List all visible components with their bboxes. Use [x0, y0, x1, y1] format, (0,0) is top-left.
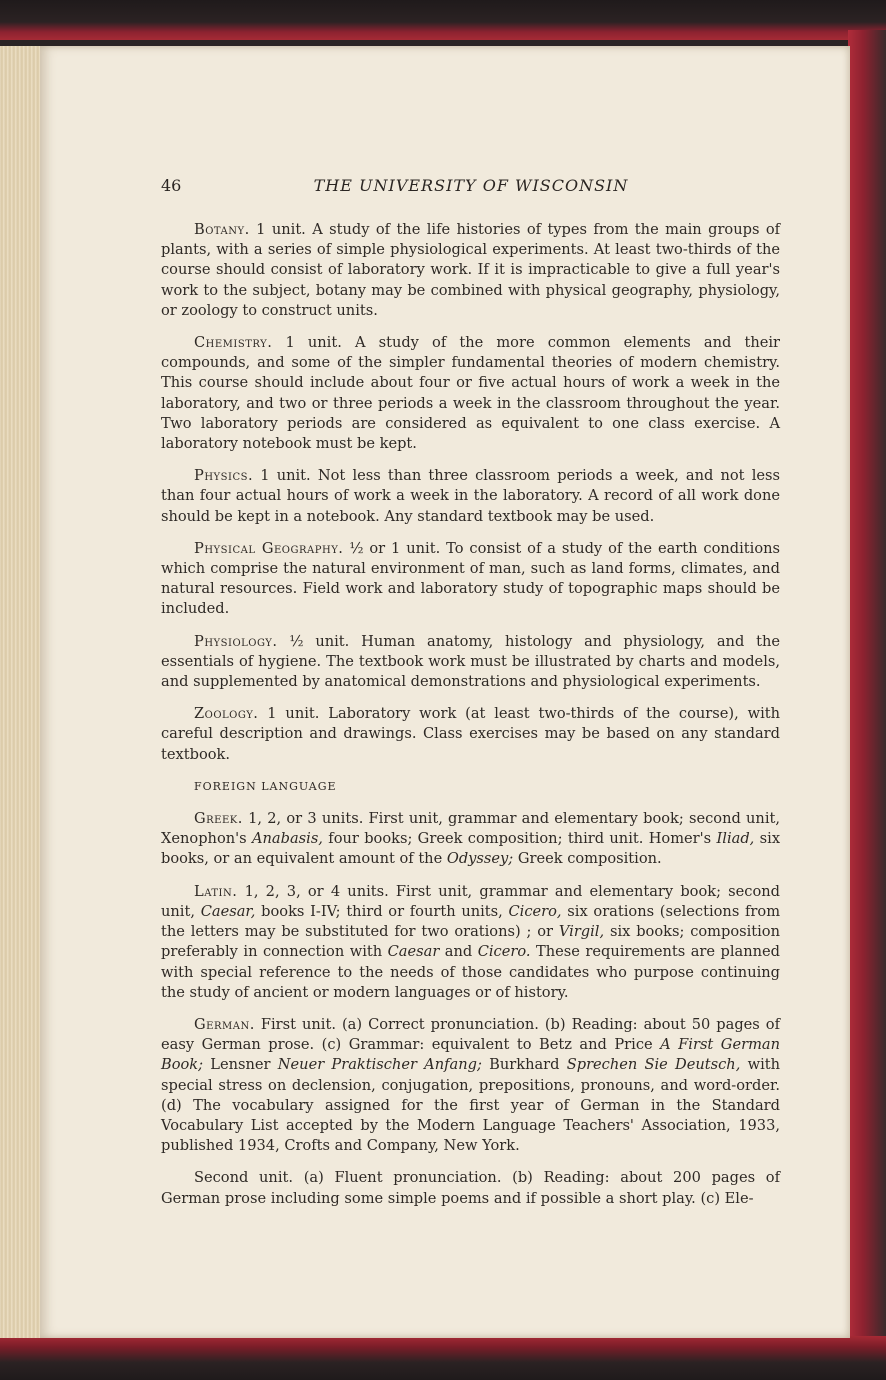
page-body — [161, 220, 780, 1221]
paragraph-chemistry — [161, 333, 780, 454]
entry-text: 1 unit. A study of the life histories of types from the main groups of plants, with a series of simple physiological experiments. At least two-thirds of the course should consist of laboratory work. If it is impracticable to give a full year's work to the subject, botany may be combined with physical geography, physiology, or zoology to construct units. — [161, 221, 781, 319]
book-title: A First German Book; — [161, 1036, 781, 1074]
paragraph-botany — [161, 220, 780, 321]
entry-title: Physiology. — [194, 632, 278, 650]
paragraph-german — [161, 1015, 780, 1156]
entry-text: These requirements are planned with special reference to the needs of those candidates who purpose continuing the study of ancient or modern languages or of history. — [161, 943, 780, 1001]
entry-text: Burkhard — [489, 1056, 560, 1074]
book-cover-bottom — [0, 1336, 886, 1380]
entry-text: six books, or an equivalent amount of the — [161, 830, 781, 868]
entry-text: Second unit. (a) Fluent pronunciation. (b) Reading: about 200 pages of German prose including some simple poems and if possible a short play. (c) Ele- — [161, 1169, 780, 1207]
page-header — [161, 176, 781, 198]
entry-text: four books; Greek composition; third unit. Homer's — [328, 830, 712, 848]
entry-text: and — [444, 943, 473, 961]
book-title: Cicero, — [508, 902, 562, 920]
entry-title: Physical Geography. — [194, 539, 344, 557]
entry-text: 1, 2, or 3 units. First unit, grammar and elementary book; second unit, Xenophon's — [161, 810, 781, 848]
page-number: 46 — [161, 176, 182, 195]
paragraph-physiology — [161, 632, 780, 693]
running-title: THE UNIVERSITY OF WISCONSIN — [313, 176, 629, 195]
entry-text: six orations (selections from the letters may be substituted for two orations) ; or — [161, 902, 781, 941]
entry-text: 1, 2, 3, or 4 units. First unit, grammar and elementary book; second unit, — [161, 882, 781, 920]
entry-text: with special stress on declension, conjugation, prepositions, pronouns, and word-order. (d) The vocabulary assigned for the first year of German in the Standard Vocabulary List accepted by the Modern Language Teachers' Association, 1933, published 1934, Crofts and Company, New York. — [161, 1056, 781, 1155]
book-cover-right — [848, 30, 886, 1350]
entry-text: 1 unit. A study of the more common elements and their compounds, and some of the simpler fundamental theories of modern chemistry. This course should include about four or five actual hours of work a week in the laboratory, and two or three periods a week in the classroom throughout the year. Two laboratory periods are considered as equivalent to one class exercise. A laboratory notebook must be kept. — [161, 334, 780, 453]
entry-text: ½ unit. Human anatomy, histology and physiology, and the essentials of hygiene. The textbook work must be illustrated by charts and models, and supplemented by anatomical demonstrations and physiological experiments. — [161, 632, 780, 691]
book-title: Caesar, — [200, 902, 256, 920]
paragraph-physics — [161, 466, 780, 527]
paragraph-latin — [161, 882, 780, 1003]
paragraph-greek — [161, 809, 780, 870]
entry-title: Botany. — [194, 221, 250, 238]
entry-text: six books; composition preferably in connection with — [161, 923, 780, 961]
entry-text: ½ or 1 unit. To consist of a study of the earth conditions which comprise the natural environment of man, such as land forms, climates, and natural resources. Field work and laboratory study of topographic maps should be included. — [161, 539, 781, 618]
book-title: Iliad, — [716, 830, 755, 848]
book-title: Anabasis, — [251, 830, 323, 848]
book-title: Virgil, — [558, 923, 605, 941]
paragraph-german-second-unit — [161, 1168, 780, 1208]
entry-text: 1 unit. Not less than three classroom periods a week, and not less than four actual hours of work a week in the laboratory. A record of all work done should be kept in a notebook. Any standard textbook may be used. — [161, 467, 780, 525]
entry-title: Zoology. — [194, 705, 259, 723]
entry-text: First unit. (a) Correct pronunciation. (b) Reading: about 50 pages of easy German prose. (c) Grammar: equivalent to Betz and Price — [161, 1015, 780, 1054]
entry-text: books I-IV; third or fourth units, — [261, 902, 503, 920]
section-heading: FOREIGN LANGUAGE — [194, 779, 337, 793]
book-title: Sprechen Sie Deutsch, — [566, 1056, 741, 1074]
entry-title: German. — [194, 1015, 255, 1033]
book-title: Cicero. — [477, 943, 531, 961]
entry-title: Chemistry. — [194, 334, 273, 352]
paragraph-zoology — [161, 704, 780, 765]
book-cover-top — [0, 0, 886, 40]
entry-text: Greek composition. — [517, 850, 662, 868]
paragraph-physical-geography — [161, 539, 780, 620]
book-title: Neuer Praktischer Anfang; — [277, 1056, 482, 1074]
entry-title: Latin. — [194, 882, 238, 900]
entry-text: 1 unit. Laboratory work (at least two-thirds of the course), with careful description and drawings. Class exercises may be based on any standard textbook. — [161, 705, 780, 763]
book-title: Odyssey; — [446, 850, 514, 868]
entry-text: Lensner — [210, 1056, 271, 1074]
entry-title: Physics. — [194, 467, 254, 485]
book-title: Caesar — [387, 943, 440, 961]
entry-title: Greek. — [194, 810, 243, 828]
page-stack-edge — [0, 46, 45, 1338]
